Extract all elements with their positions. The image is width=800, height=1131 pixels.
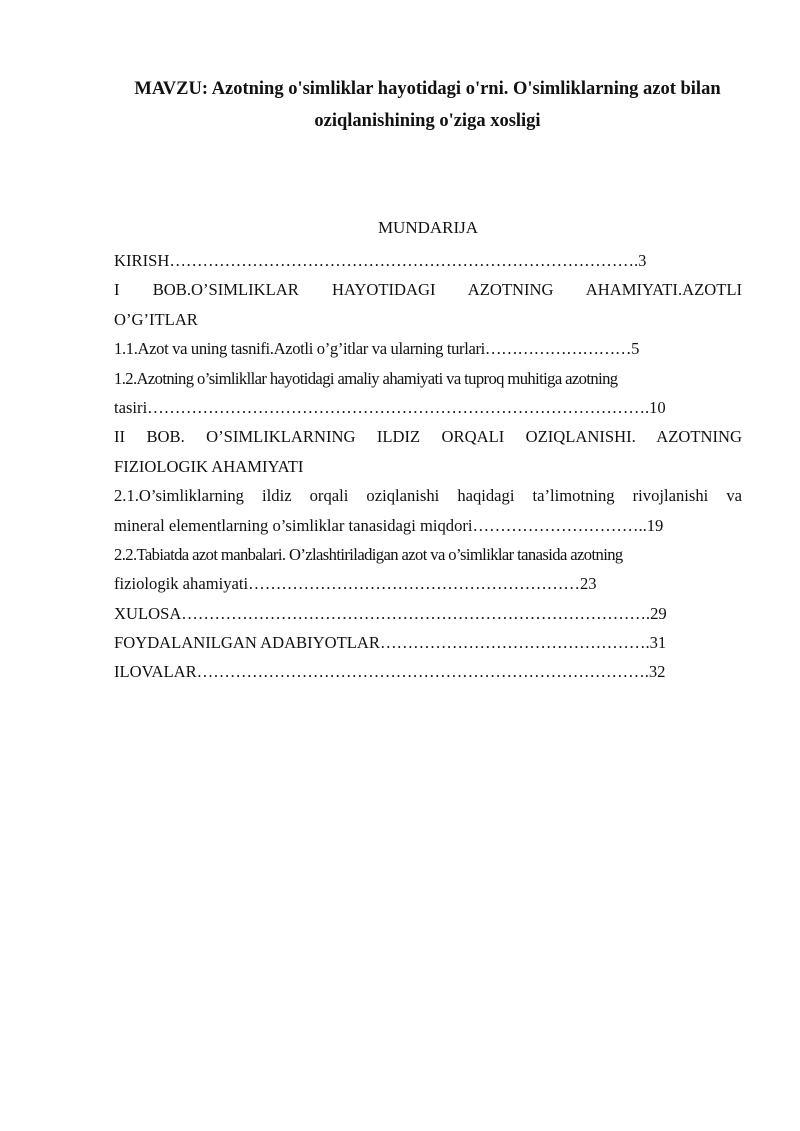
toc-entry-1-2-cont: tasiri……………………………………………………………………………….10 (114, 397, 666, 417)
title-line-1: MAVZU: Azotning o'simliklar hayotidagi o'rni. O'simliklarning azot bilan (134, 79, 721, 99)
toc-entry-chapter-2-title-cont: FIZIOLOGIK AHAMIYATI (114, 456, 304, 476)
toc-entry-ilovalar: ILOVALAR……………………………………………………………………….32 (114, 662, 666, 682)
toc-entry-kirish: KIRISH………………………………………………………………………….3 (114, 251, 647, 270)
toc-entry-chapter-1-title: I BOB.O’SIMLIKLAR HAYOTIDAGI AZOTNING AHAMIYATI.AZOTLI (114, 280, 742, 300)
toc-entry-xulosa: XULOSA………………………………………………………………………….29 (114, 603, 667, 623)
document-title (100, 73, 755, 137)
toc-heading: MUNDARIJA (377, 218, 479, 237)
toc-entry-foydalanilgan-adabiyotlar: FOYDALANILGAN ADABIYOTLAR………………………………………….31 (114, 633, 667, 653)
toc-entry-2-1: 2.1.O’simliklarning ildiz orqali oziqlanishi haqidagi ta’limotning rivojlanishi va (114, 486, 742, 506)
toc-entry-2-2: 2.2.Tabiatda azot manbalari. O’zlashtiriladigan azot va o’simliklar tanasida azotning (114, 544, 623, 564)
toc-entry-2-1-cont: mineral elementlarning o’simliklar tanasidagi miqdori…………………………..19 (114, 515, 664, 535)
table-of-contents (114, 246, 742, 687)
toc-entry-chapter-1-title-cont: O’G’ITLAR (114, 309, 198, 329)
title-line-2: oziqlanishining o'ziga xosligi (314, 111, 541, 131)
toc-entry-1-1: 1.1.Azot va uning tasnifi.Azotli o’g’itlar va ularning turlari………………………5 (114, 339, 640, 359)
toc-entry-chapter-2-title: II BOB. O’SIMLIKLARNING ILDIZ ORQALI OZIQLANISHI. AZOTNING (114, 427, 742, 447)
toc-entry-1-2: 1.2.Azotning o’simlikllar hayotidagi amaliy ahamiyati va tuproq muhitiga azotning (114, 368, 618, 388)
toc-entry-2-2-cont: fiziologik ahamiyati……………………………………………………23 (114, 574, 597, 594)
